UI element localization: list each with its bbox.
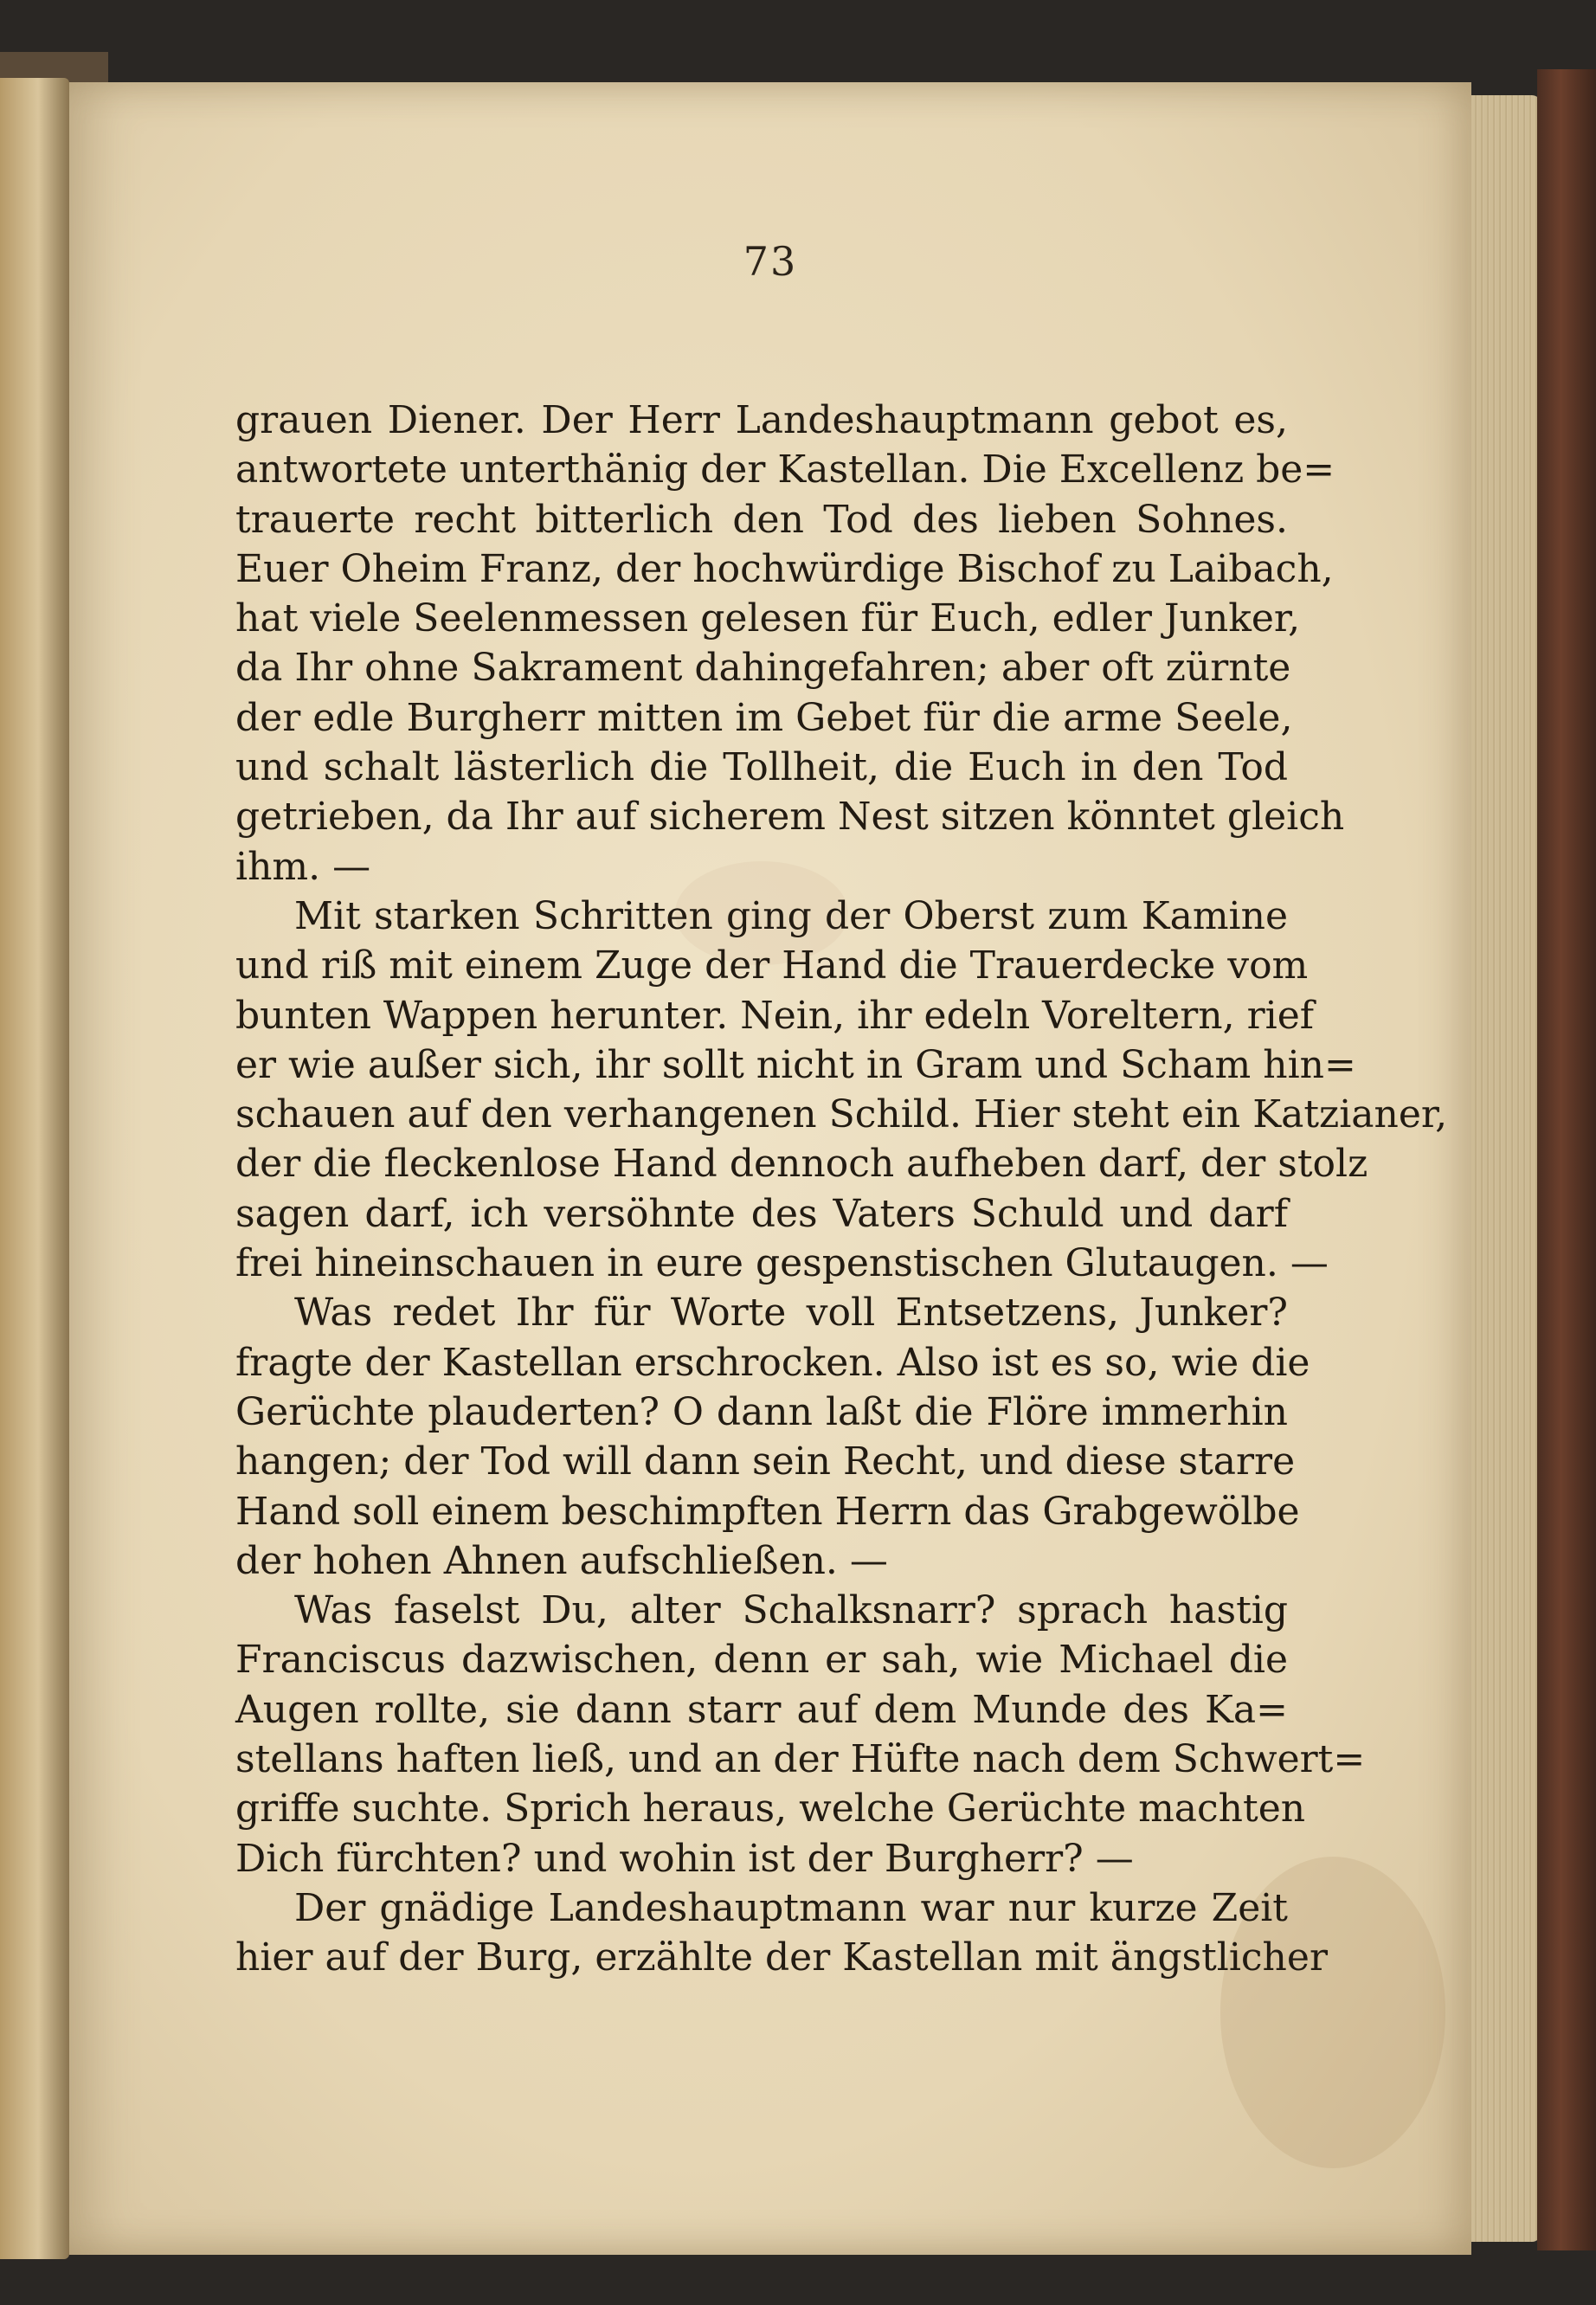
text-line: frei hineinschauen in eure gespenstischen Glutaugen. — <box>235 1241 1329 1286</box>
text-line: ihm. — <box>235 844 371 889</box>
body-text <box>235 396 1448 1983</box>
text-line: der die fleckenlose Hand dennoch aufheben darf, der stolz <box>235 1142 1368 1187</box>
page-block-edges <box>1471 95 1541 2242</box>
text-line: grauen Diener. Der Herr Landeshauptmann gebot es, <box>235 398 1288 442</box>
text-line: bunten Wappen herunter. Nein, ihr edeln Voreltern, rief <box>235 993 1315 1038</box>
text-line: Augen rollte, sie dann starr auf dem Munde des Ka= <box>235 1687 1288 1732</box>
text-line: getrieben, da Ihr auf sicherem Nest sitzen könntet gleich <box>235 795 1345 840</box>
text-line: fragte der Kastellan erschrocken. Also ist es so, wie die <box>235 1340 1310 1385</box>
text-line: antwortete unterthänig der Kastellan. Die Excellenz be= <box>235 447 1335 493</box>
text-line: hat viele Seelenmessen gelesen für Euch, edler Junker, <box>235 596 1301 641</box>
text-line: Gerüchte plauderten? O dann laßt die Flöre immerhin <box>235 1389 1288 1434</box>
text-line: der hohen Ahnen aufschließen. — <box>235 1538 888 1583</box>
text-line: Der gnädige Landeshauptmann war nur kurze Zeit <box>294 1885 1288 1930</box>
book-page <box>69 82 1471 2255</box>
text-line: der edle Burgherr mitten im Gebet für die arme Seele, <box>235 695 1293 740</box>
text-line: Mit starken Schritten ging der Oberst zum Kamine <box>294 893 1288 938</box>
text-line: Was faselst Du, alter Schalksnarr? sprach hastig <box>294 1588 1288 1633</box>
left-page-edge <box>0 78 69 2259</box>
page-number: 73 <box>743 238 798 285</box>
text-line: Franciscus dazwischen, denn er sah, wie Michael die <box>235 1638 1288 1683</box>
text-line: und riß mit einem Zuge der Hand die Trauerdecke vom <box>235 943 1309 988</box>
text-line: hangen; der Tod will dann sein Recht, und diese starre <box>235 1439 1296 1484</box>
text-line: Euer Oheim Franz, der hochwürdige Bischof zu Laibach, <box>235 546 1334 591</box>
text-line: da Ihr ohne Sakrament dahingefahren; aber oft zürnte <box>235 646 1291 691</box>
text-line: Hand soll einem beschimpften Herrn das Grabgewölbe <box>235 1489 1300 1534</box>
text-line: griffe suchte. Sprich heraus, welche Gerüchte machten <box>235 1787 1306 1832</box>
text-line: stellans haften ließ, und an der Hüfte nach dem Schwert= <box>235 1737 1366 1782</box>
text-line: Was redet Ihr für Worte voll Entsetzens, Junker? <box>294 1291 1288 1336</box>
text-line: trauerte recht bitterlich den Tod des lieben Sohnes. <box>235 497 1288 542</box>
text-line: sagen darf, ich versöhnte des Vaters Schuld und darf <box>235 1191 1288 1236</box>
text-line: schauen auf den verhangenen Schild. Hier steht ein Katzianer, <box>235 1092 1448 1137</box>
text-line: hier auf der Burg, erzählte der Kastellan mit ängstlicher <box>235 1935 1328 1980</box>
text-line: Dich fürchten? und wohin ist der Burgherr? — <box>235 1836 1134 1881</box>
right-cover-edge <box>1537 69 1596 2250</box>
text-line: er wie außer sich, ihr sollt nicht in Gram und Scham hin= <box>235 1042 1356 1087</box>
text-line: und schalt lästerlich die Tollheit, die Euch in den Tod <box>235 745 1288 790</box>
